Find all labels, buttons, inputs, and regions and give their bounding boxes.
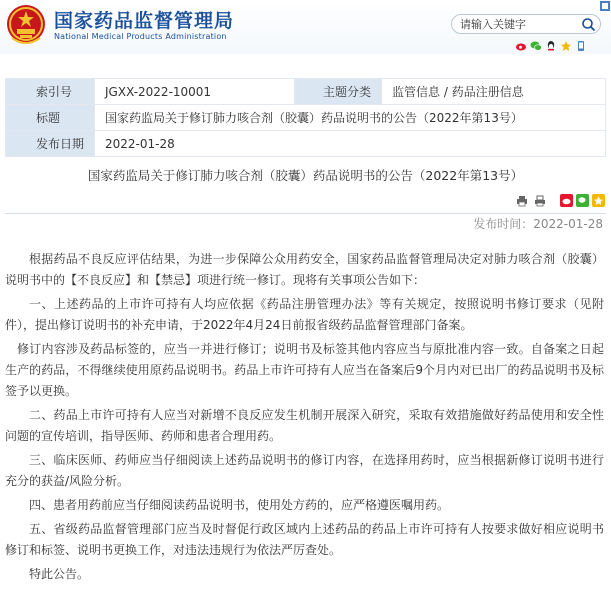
paragraph: 三、临床医师、药师应当仔细阅读上述药品说明书的修订内容，在选择用药时，应当根据新修订说明书进行充分的获益/风险分析。: [5, 453, 604, 488]
category-label: 主题分类: [295, 79, 382, 105]
index-label: 索引号: [6, 79, 95, 105]
weibo-icon[interactable]: [515, 37, 527, 49]
site-logo-subtitle: National Medical Products Administration: [54, 32, 227, 41]
info-row-index: [6, 79, 606, 105]
article-title: 国家药监局关于修订肺力咳合剂（胶囊）药品说明书的公告（2022年第13号）: [87, 168, 524, 183]
paragraph: 四、患者用药前应当仔细阅读药品说明书，使用处方药的，应严格遵医嘱用药。: [29, 498, 450, 512]
wechat-share-icon[interactable]: [576, 194, 589, 207]
paragraph: 修订内容涉及药品标签的，应当一并进行修订；说明书及标签其他内容应当与原批准内容一致。自备案之日起生产的药品，不得继续使用原药品说明书。药品上市许可持有人应当在备案后9个月内对已出厂的药品说明书及标签予以更换。: [5, 342, 604, 398]
search-box: [451, 14, 601, 34]
article-body: [5, 249, 604, 588]
mobile-icon[interactable]: [575, 37, 587, 49]
site-logo-title[interactable]: 国家药品监督管理局: [54, 10, 235, 32]
search-input[interactable]: [460, 16, 580, 32]
date-value: 2022-01-28: [95, 131, 606, 157]
qq-icon[interactable]: [545, 37, 557, 49]
qzone-icon[interactable]: [560, 37, 572, 49]
info-row-title: [6, 105, 606, 131]
accessibility-icon[interactable]: [599, 0, 611, 12]
title-label: 标题: [6, 105, 95, 131]
article-share-icons: [560, 194, 605, 208]
title-divider: [5, 213, 606, 214]
printer-icon[interactable]: [534, 195, 546, 207]
print-icon[interactable]: [516, 195, 528, 207]
category-value: 监管信息 / 药品注册信息: [382, 79, 606, 105]
paragraph: 二、药品上市许可持有人应当对新增不良反应发生机制开展深入研究，采取有效措施做好药品使用和安全性问题的宣传培训，指导医师、药师和患者合理用药。: [5, 408, 604, 443]
index-value: JGXX-2022-10001: [95, 79, 295, 105]
wechat-icon[interactable]: [530, 37, 542, 49]
weibo-share-icon[interactable]: [560, 194, 573, 207]
paragraph: 根据药品不良反应评估结果，为进一步保障公众用药安全，国家药品监督管理局决定对肺力咳合剂（胶囊）说明书中的【不良反应】和【禁忌】项进行统一修订。现将有关事项公告如下：: [5, 252, 604, 287]
publish-time: 发布时间：2022-01-28: [473, 217, 603, 231]
share-icons-row: [515, 37, 587, 49]
paragraph: 一、上述药品的上市许可持有人均应依据《药品注册管理办法》等有关规定，按照说明书修订要求（见附件），提出修订说明书的补充申请，于2022年4月24日前报省级药品监督管理部门备案。: [5, 297, 604, 332]
national-emblem-icon[interactable]: [6, 4, 46, 46]
paragraph: 五、省级药品监督管理部门应当及时督促行政区域内上述药品的药品上市许可持有人按要求做好相应说明书修订和标签、说明书更换工作，对违法违规行为依法严厉查处。: [5, 522, 604, 557]
info-row-date: [6, 131, 606, 157]
search-icon[interactable]: [581, 17, 596, 32]
site-header: [0, 0, 611, 54]
date-label: 发布日期: [6, 131, 95, 157]
title-value: 国家药监局关于修订肺力咳合剂（胶囊）药品说明书的公告（2022年第13号）: [95, 105, 606, 131]
document-info-table: [5, 78, 606, 157]
qzone-share-icon[interactable]: [592, 194, 605, 207]
paragraph: 特此公告。: [29, 567, 90, 581]
